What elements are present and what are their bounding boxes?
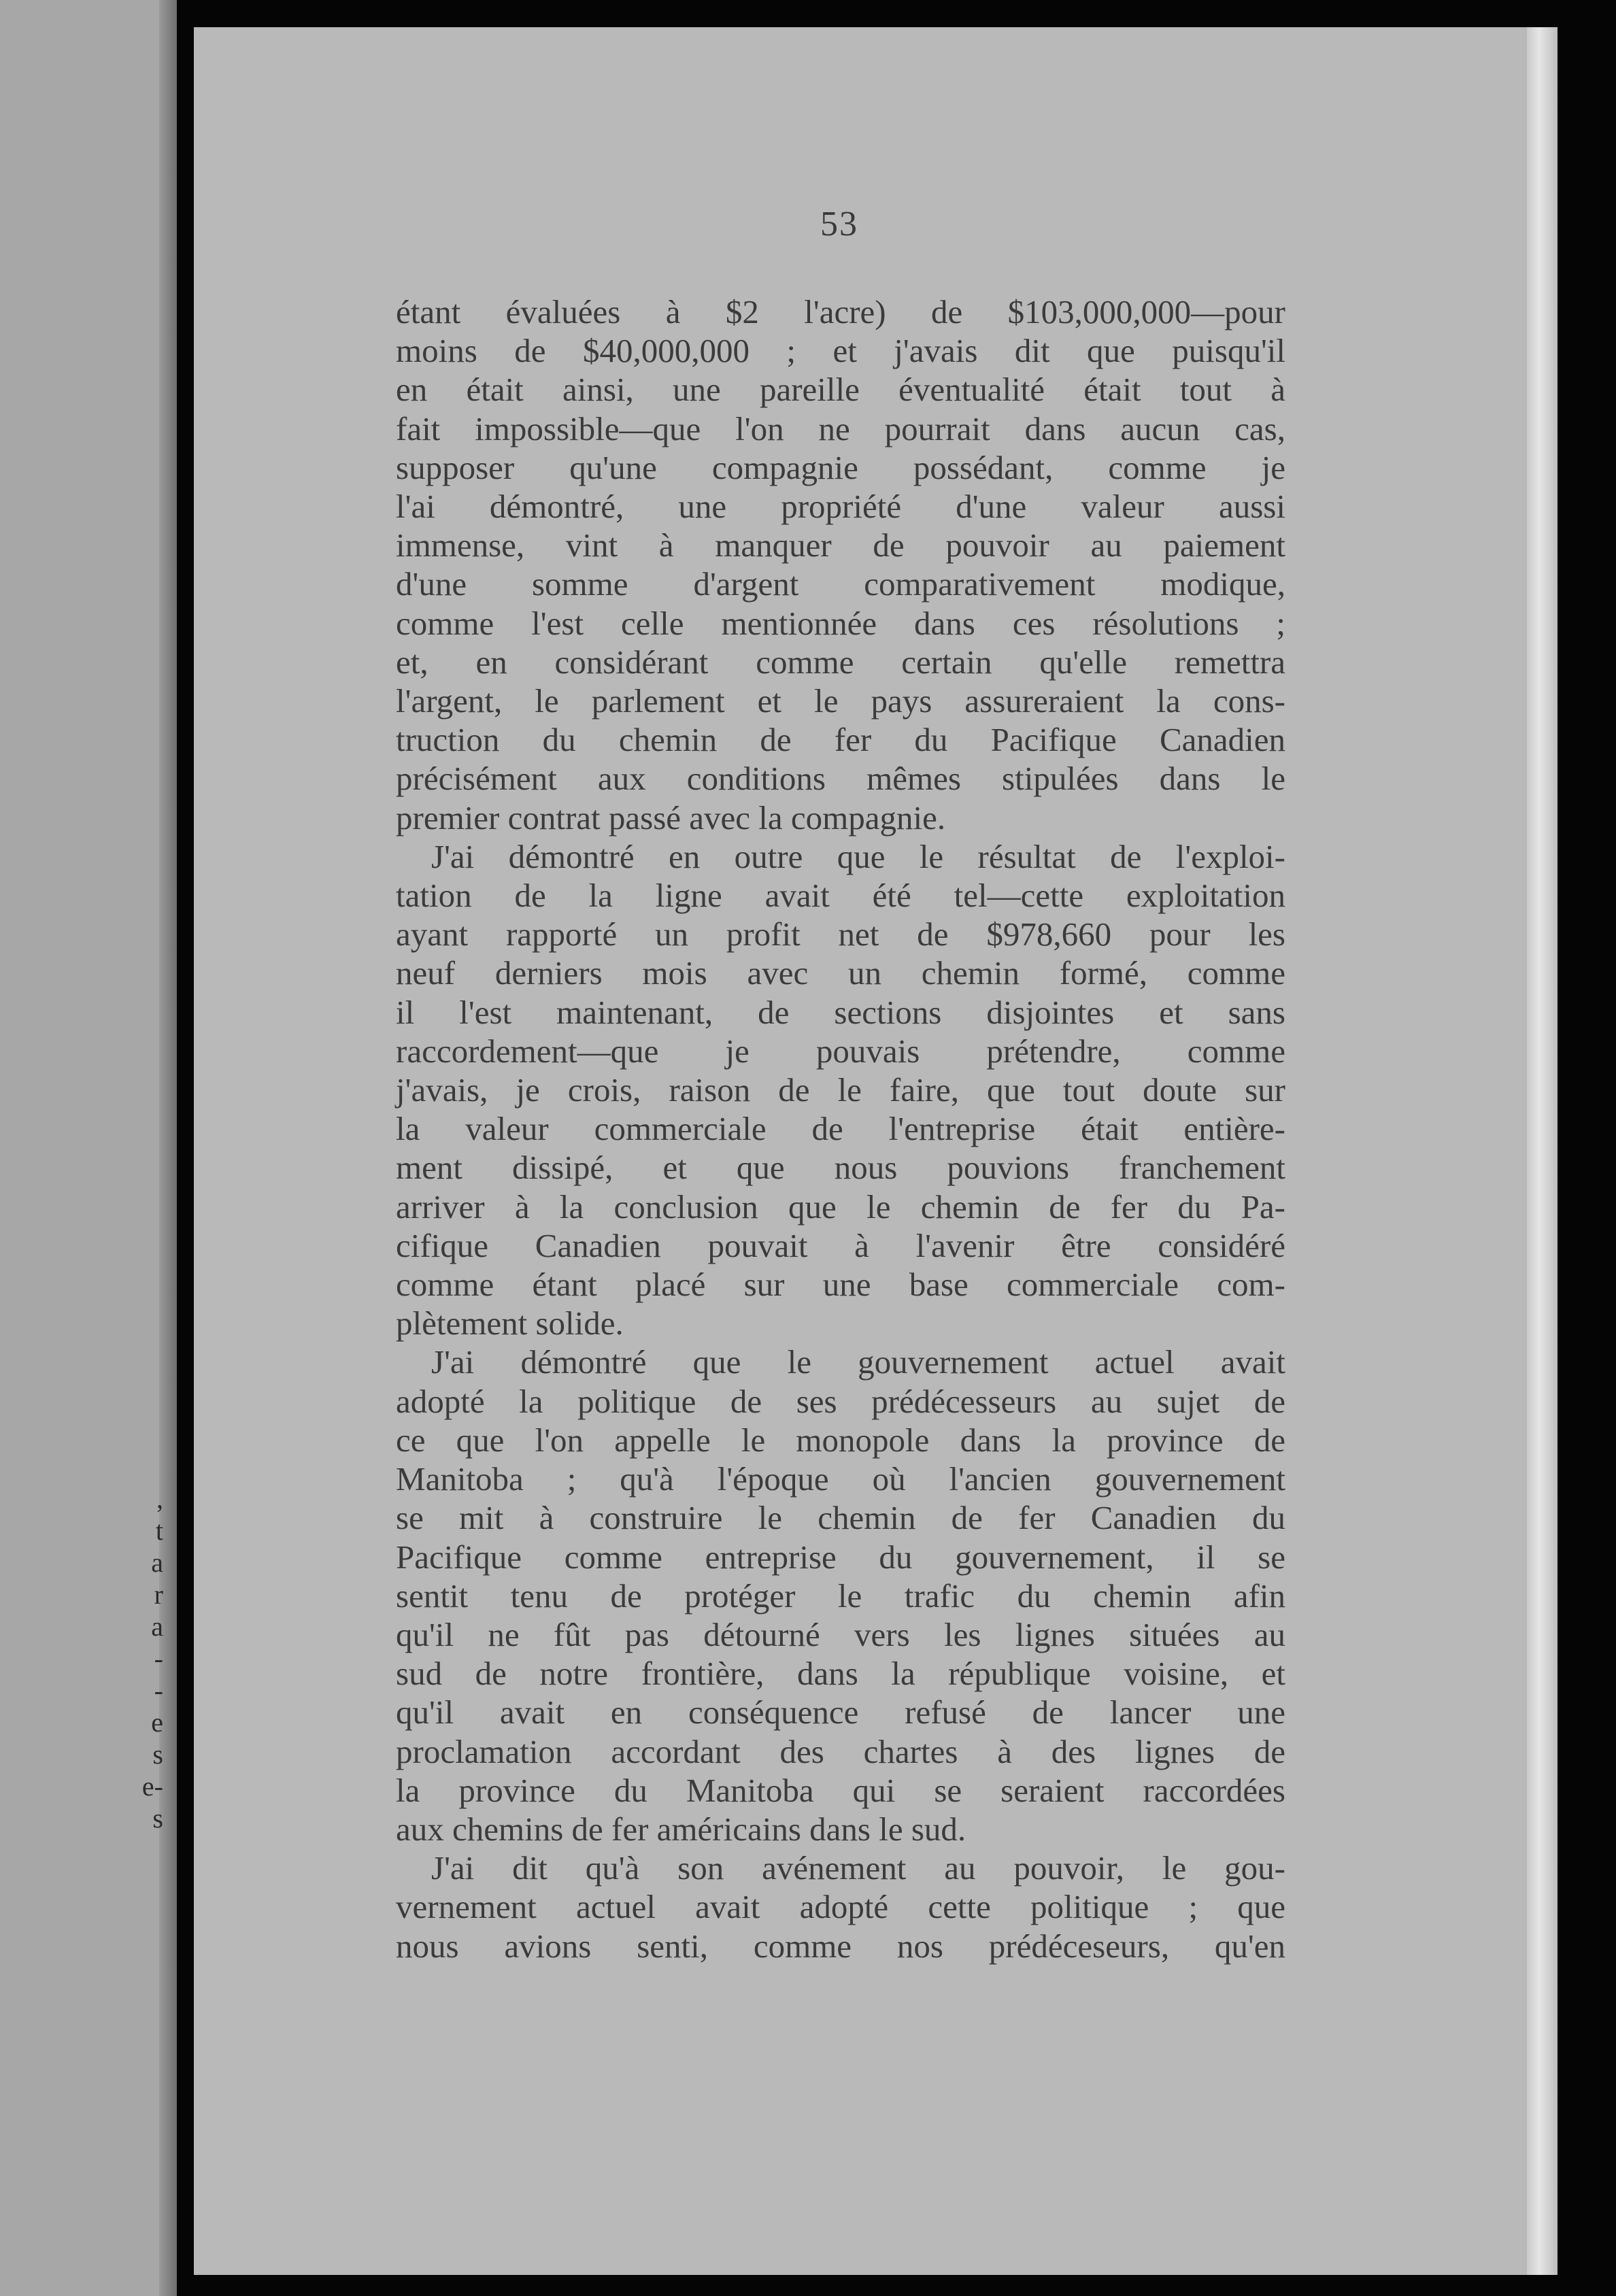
text-line: moins de $40,000,000 ; et j'avais dit que puisqu'il xyxy=(396,332,1285,370)
text-line: et, en considérant comme certain qu'elle remettra xyxy=(396,643,1285,681)
fragment: t xyxy=(155,1515,163,1546)
fragment: e- xyxy=(141,1771,163,1802)
text-line: J'ai démontré en outre que le résultat de l'exploi- xyxy=(431,837,1285,875)
fragment: s xyxy=(152,1803,163,1834)
fragment: r xyxy=(154,1579,163,1610)
text-line: adopté la politique de ses prédécesseurs au sujet de xyxy=(396,1382,1285,1420)
text-line: plètement solide. xyxy=(396,1304,624,1343)
text-line: comme l'est celle mentionnée dans ces résolutions ; xyxy=(396,604,1285,642)
text-line: sentit tenu de protéger le trafic du chemin afin xyxy=(396,1576,1285,1615)
text-line: l'ai démontré, une propriété d'une valeur aussi xyxy=(396,488,1285,526)
body-text xyxy=(396,292,1285,1965)
text-line: supposer qu'une compagnie possédant, comme je xyxy=(396,448,1285,486)
text-line: truction du chemin de fer du Pacifique Canadien xyxy=(396,721,1285,759)
text-line: arriver à la conclusion que le chemin de fer du Pa- xyxy=(396,1187,1285,1226)
text-line: J'ai dit qu'à son avénement au pouvoir, le gou- xyxy=(431,1849,1285,1887)
fragment: s xyxy=(152,1739,163,1770)
facing-page xyxy=(0,0,177,2296)
text-line: d'une somme d'argent comparativement modique, xyxy=(396,565,1285,603)
text-line: Pacifique comme entreprise du gouvernement, il se xyxy=(396,1538,1285,1576)
text-line: aux chemins de fer américains dans le sud. xyxy=(396,1810,966,1848)
facing-page-text-fragments xyxy=(142,1483,163,1834)
text-line: qu'il ne fût pas détourné vers les lignes situées au xyxy=(396,1615,1285,1653)
text-line: la province du Manitoba qui se seraient raccordées xyxy=(396,1771,1285,1809)
text-line: Manitoba ; qu'à l'époque où l'ancien gouvernement xyxy=(396,1460,1285,1498)
fragment: a xyxy=(151,1611,163,1642)
page-edge xyxy=(1527,27,1558,2275)
text-line: précisément aux conditions mêmes stipulées dans le xyxy=(396,760,1285,798)
text-line: fait impossible—que l'on ne pourrait dans aucun cas, xyxy=(396,409,1285,448)
text-line: immense, vint à manquer de pouvoir au paiement xyxy=(396,526,1285,564)
text-line: tation de la ligne avait été tel—cette exploitation xyxy=(396,877,1285,915)
fragment: - xyxy=(154,1643,163,1674)
text-line: proclamation accordant des chartes à des lignes de xyxy=(396,1732,1285,1770)
text-line: se mit à construire le chemin de fer Canadien du xyxy=(396,1499,1285,1537)
text-line: l'argent, le parlement et le pays assureraient la cons- xyxy=(396,682,1285,720)
text-line: J'ai démontré que le gouvernement actuel avait xyxy=(431,1343,1285,1381)
fragment: e xyxy=(151,1707,163,1738)
text-line: ment dissipé, et que nous pouvions franchement xyxy=(396,1149,1285,1187)
text-line: premier contrat passé avec la compagnie. xyxy=(396,798,946,837)
fragment: - xyxy=(154,1675,163,1706)
text-line: la valeur commerciale de l'entreprise était entière- xyxy=(396,1110,1285,1148)
text-line: sud de notre frontière, dans la république voisine, et xyxy=(396,1655,1285,1693)
text-line: neuf derniers mois avec un chemin formé, comme xyxy=(396,954,1285,992)
text-line: raccordement—que je pouvais prétendre, comme xyxy=(396,1032,1285,1070)
text-line: qu'il avait en conséquence refusé de lancer une xyxy=(396,1693,1285,1732)
text-line: étant évaluées à $2 l'acre) de $103,000,000—pour xyxy=(396,293,1285,331)
page-number: 53 xyxy=(820,205,858,243)
text-line: comme étant placé sur une base commerciale com- xyxy=(396,1266,1285,1304)
text-line: cifique Canadien pouvait à l'avenir être considéré xyxy=(396,1226,1285,1264)
fragment: a xyxy=(151,1547,163,1578)
facing-page-edge xyxy=(159,0,177,2296)
text-line: vernement actuel avait adopté cette politique ; que xyxy=(396,1888,1285,1926)
text-line: nous avions senti, comme nos prédéceseurs, qu'en xyxy=(396,1927,1285,1965)
text-line: il l'est maintenant, de sections disjointes et sans xyxy=(396,993,1285,1031)
text-line: ce que l'on appelle le monopole dans la province de xyxy=(396,1421,1285,1459)
fragment: , xyxy=(156,1483,163,1514)
text-line: j'avais, je crois, raison de le faire, que tout doute sur xyxy=(396,1071,1285,1109)
text-line: en était ainsi, une pareille éventualité était tout à xyxy=(396,371,1285,409)
text-line: ayant rapporté un profit net de $978,660 pour les xyxy=(396,915,1285,953)
